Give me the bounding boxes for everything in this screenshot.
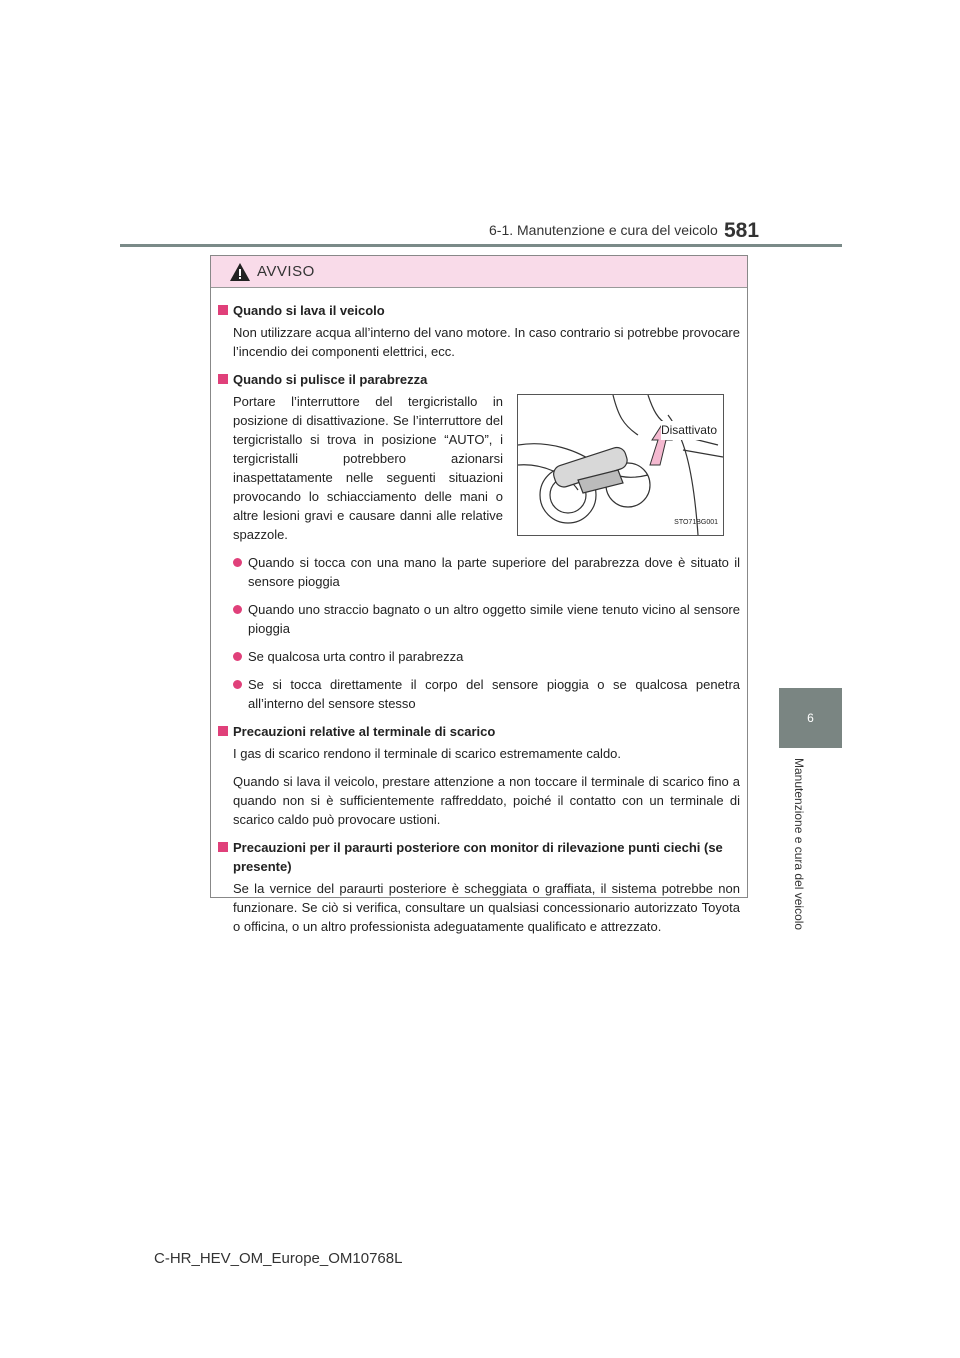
paragraph: Non utilizzare acqua all’interno del vano motore. In caso contrario si potrebbe provocare l’incendio dei componenti elettrici, ecc. [233, 325, 740, 359]
square-bullet-icon [218, 842, 228, 852]
round-bullet-icon [233, 558, 242, 567]
square-bullet-icon [218, 726, 228, 736]
chapter-tab-number: 6 [807, 711, 814, 725]
list-item [233, 647, 740, 666]
text-with-figure [233, 392, 740, 544]
round-bullet-icon [233, 652, 242, 661]
page-number: 581 [724, 219, 760, 242]
warning-box [210, 255, 748, 934]
round-bullet-icon [233, 605, 242, 614]
paragraph: Se la vernice del paraurti posteriore è scheggiata o graffiata, il sistema potrebbe non funzionare. Se ciò si verifica, consultare un qualsiasi concessionario autorizzato Toyota o officina, o un altro professionista adeguatamente qualificato e attrezzato. [233, 881, 740, 934]
chapter-tab[interactable] [779, 688, 842, 748]
round-bullet-icon [233, 680, 242, 689]
subsection-heading [218, 722, 740, 741]
figure-label: Disattivato [661, 421, 717, 440]
list-item-text: Se si tocca direttamente il corpo del sensore pioggia o se qualcosa penetra all’interno del sensore stesso [248, 677, 740, 711]
figure-code: STO71BG001 [674, 519, 718, 526]
document-code: C-HR_HEV_OM_Europe_OM10768L [154, 1250, 403, 1267]
warning-body [211, 288, 747, 936]
subsection-heading [218, 370, 740, 389]
paragraph: Portare l’interruttore del tergicristallo in posizione di disattivazione. Se l’interruttore del tergicristallo si trova in posizione “AUTO”, i tergicristalli potrebbero azionarsi inaspettatamente nelle seguenti situazioni provocando lo schiacciamento delle mani o altre lesioni gravi e causare danni alle relative spazzole. [233, 394, 503, 542]
list-item-text: Quando si tocca con una mano la parte superiore del parabrezza dove è situato il sensore pioggia [248, 555, 740, 589]
heading-text: Quando si lava il veicolo [233, 303, 385, 318]
list-item [233, 600, 740, 638]
wiper-switch-figure [517, 394, 724, 536]
page-header [0, 0, 960, 250]
list-item [233, 553, 740, 591]
warning-header [211, 256, 747, 288]
warning-title: AVVISO [257, 263, 315, 280]
header-rule [120, 244, 842, 247]
heading-text: Quando si pulisce il parabrezza [233, 372, 428, 387]
square-bullet-icon [218, 305, 228, 315]
subsection-heading [218, 838, 740, 876]
list-item-text: Se qualcosa urta contro il parabrezza [248, 649, 464, 664]
subsection-heading [218, 301, 740, 320]
square-bullet-icon [218, 374, 228, 384]
list-item [233, 675, 740, 713]
warning-triangle-icon [229, 262, 251, 282]
paragraph: Quando si lava il veicolo, prestare attenzione a non toccare il terminale di scarico fino a quando non si è sufficientemente raffreddato, poiché il contatto con un terminale di scarico caldo può provocare ustioni. [233, 774, 740, 827]
heading-text: Precauzioni relative al terminale di scarico [233, 724, 496, 739]
section-title: 6-1. Manutenzione e cura del veicolo [489, 222, 718, 238]
chapter-side-label: Manutenzione e cura del veicolo [792, 758, 806, 931]
paragraph: I gas di scarico rendono il terminale di scarico estremamente caldo. [233, 746, 622, 761]
list-item-text: Quando uno straccio bagnato o un altro oggetto simile viene tenuto vicino al sensore pioggia [248, 602, 740, 636]
heading-text: Precauzioni per il paraurti posteriore con monitor di rilevazione punti ciechi (se presente) [233, 840, 723, 874]
